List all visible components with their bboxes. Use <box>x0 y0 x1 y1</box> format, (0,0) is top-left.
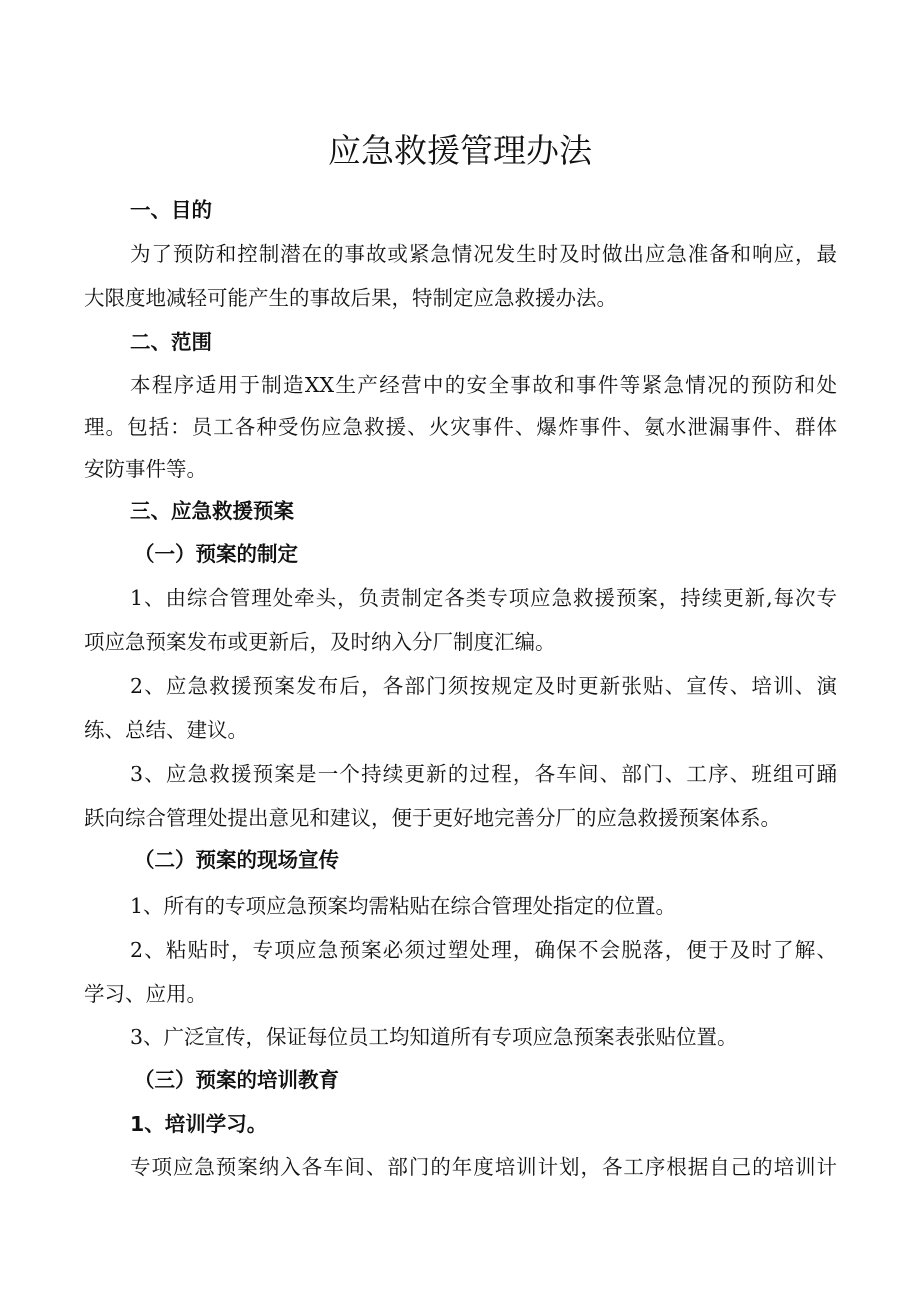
list-item-line: 1、由综合管理处牵头，负责制定各类专项应急救援预案，持续更新,每次专 <box>130 586 837 610</box>
paragraph-line: 本程序适用于制造XX生产经营中的安全事故和事件等紧急情况的预防和处 <box>130 373 837 397</box>
list-item-line: 2、应急救援预案发布后，各部门须按规定及时更新张贴、宣传、培训、演 <box>130 674 837 698</box>
list-item-line: 1、所有的专项应急预案均需粘贴在综合管理处指定的位置。 <box>130 894 677 918</box>
item-heading-training-study: 1、培训学习。 <box>130 1112 268 1136</box>
subsection-heading-onsite-publicity: （二）预案的现场宣传 <box>134 848 339 872</box>
paragraph-line: 专项应急预案纳入各车间、部门的年度培训计划，各工序根据自己的培训计 <box>130 1155 837 1179</box>
list-item-line: 2、粘贴时，专项应急预案必须过塑处理，确保不会脱落，便于及时了解、 <box>130 938 837 962</box>
list-item-line: 3、应急救援预案是一个持续更新的过程，各车间、部门、工序、班组可踊 <box>130 762 837 786</box>
list-item-line: 学习、应用。 <box>84 982 207 1006</box>
paragraph-line: 为了预防和控制潜在的事故或紧急情况发生时及时做出应急准备和响应，最 <box>130 242 837 266</box>
section-heading-purpose: 一、目的 <box>130 198 212 222</box>
subsection-heading-plan-formulation: （一）预案的制定 <box>134 542 298 566</box>
paragraph-line: 大限度地减轻可能产生的事故后果，特制定应急救援办法。 <box>84 286 617 310</box>
list-item-line: 跃向综合管理处提出意见和建议，便于更好地完善分厂的应急救援预案体系。 <box>84 806 781 830</box>
paragraph-line: 理。包括：员工各种受伤应急救援、火灾事件、爆炸事件、氨水泄漏事件、群体 <box>84 415 837 439</box>
list-item-line: 项应急预案发布或更新后，及时纳入分厂制度汇编。 <box>84 630 556 654</box>
section-heading-emergency-plan: 三、应急救援预案 <box>130 499 294 523</box>
subsection-heading-training-education: （三）预案的培训教育 <box>134 1068 339 1092</box>
document-title: 应急救援管理办法 <box>328 131 592 170</box>
section-heading-scope: 二、范围 <box>130 330 212 354</box>
list-item-line: 3、广泛宣传，保证每位员工均知道所有专项应急预案表张贴位置。 <box>130 1025 738 1049</box>
paragraph-line: 安防事件等。 <box>84 457 207 481</box>
list-item-line: 练、总结、建议。 <box>84 718 248 742</box>
